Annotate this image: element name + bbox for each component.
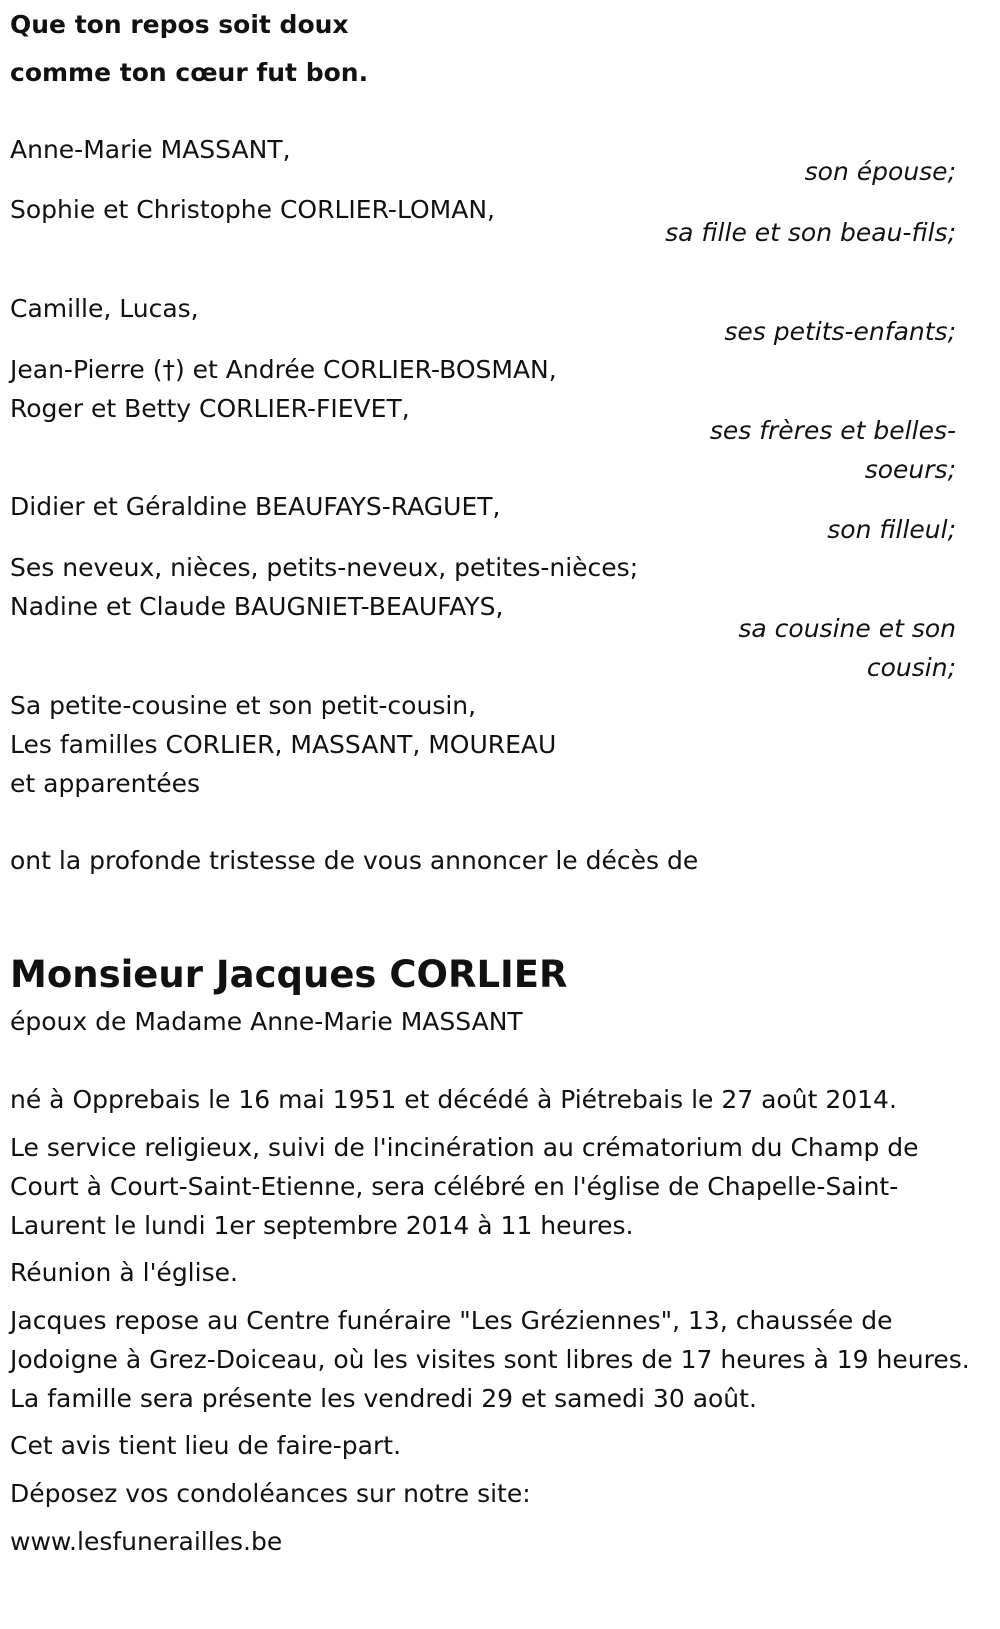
family-member: Anne-Marie MASSANT, (10, 135, 291, 164)
family-member: Jean-Pierre (†) et Andrée CORLIER-BOSMAN, (10, 355, 557, 384)
service-text: Le service religieux, suivi de l'incinération au crématorium du Champ de Court à Court-Saint-Etienne, sera célébré en l'église de Chapelle-Saint-Laurent le lundi 1er septembre 2014 à 11 heures. (10, 1133, 919, 1240)
website-link[interactable]: www.lesfunerailles.be (10, 1527, 283, 1556)
notice-text: Cet avis tient lieu de faire-part. (10, 1431, 402, 1460)
birth-death-text: né à Opprebais le 16 mai 1951 et décédé à Piétrebais le 27 août 2014. (10, 1085, 897, 1114)
relation-label: ses frères et belles-soeurs; (709, 416, 956, 484)
family-member: Ses neveux, nièces, petits-neveux, petites-nièces; (10, 553, 639, 582)
meeting-text: Réunion à l'église. (10, 1258, 238, 1287)
family-member: Nadine et Claude BAUGNIET-BEAUFAYS, (10, 592, 504, 621)
epitaph-line-1: Que ton repos soit doux (10, 10, 349, 39)
condolences-text: Déposez vos condoléances sur notre site: (10, 1479, 531, 1508)
relation-label: ses petits-enfants; (724, 317, 956, 346)
family-member: Les familles CORLIER, MASSANT, MOUREAU (10, 730, 557, 759)
announcement-text: ont la profonde tristesse de vous annoncer le décès de (10, 846, 699, 875)
epitaph-line-2: comme ton cœur fut bon. (10, 58, 369, 87)
family-member: et apparentées (10, 769, 201, 798)
family-member: Sa petite-cousine et son petit-cousin, (10, 691, 477, 720)
family-member: Sophie et Christophe CORLIER-LOMAN, (10, 195, 495, 224)
spouse-text: époux de Madame Anne-Marie MASSANT (10, 1007, 523, 1036)
family-member: Roger et Betty CORLIER-FIEVET, (10, 394, 410, 423)
deceased-name: Monsieur Jacques CORLIER (10, 953, 568, 996)
relation-label: sa cousine et son cousin; (738, 614, 956, 682)
relation-label: son filleul; (827, 515, 956, 544)
relation-label: sa fille et son beau-fils; (665, 218, 956, 247)
visitation-text: Jacques repose au Centre funéraire "Les Gréziennes", 13, chaussée de Jodoigne à Grez-Doiceau, où les visites sont libres de 17 heures à 19 heures. La famille sera présente les vendredi 29 et samedi 30 août. (10, 1306, 970, 1413)
family-member: Didier et Géraldine BEAUFAYS-RAGUET, (10, 492, 501, 521)
family-member: Camille, Lucas, (10, 294, 199, 323)
relation-label: son épouse; (804, 157, 956, 186)
